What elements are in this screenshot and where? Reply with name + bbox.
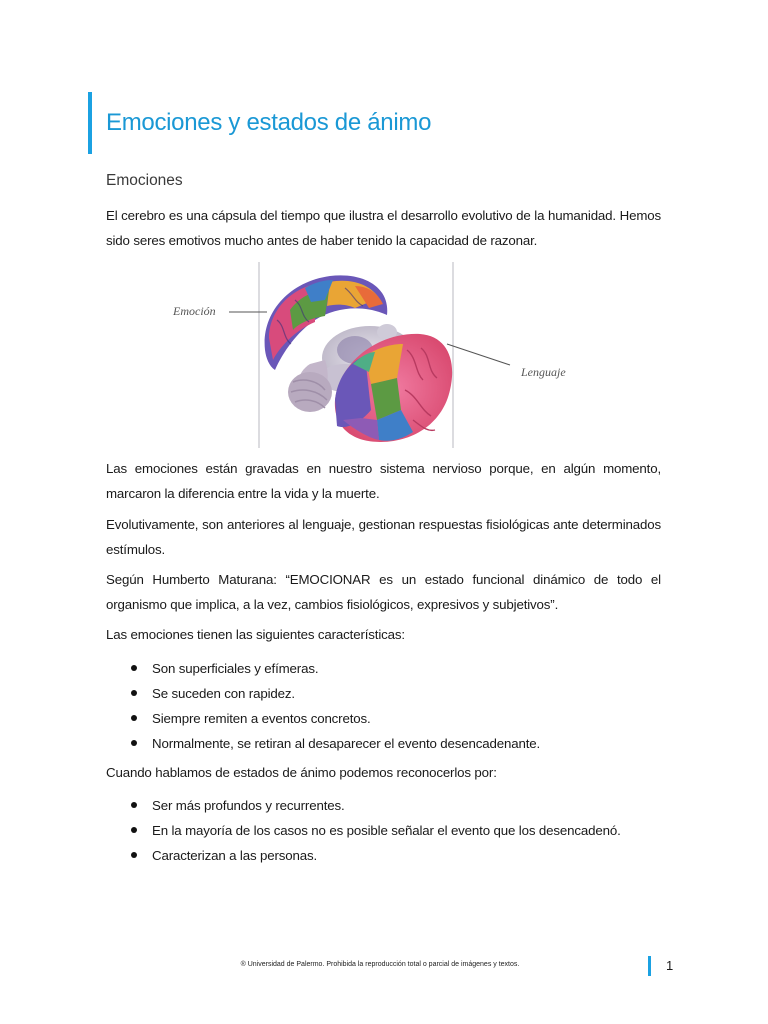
footer-copyright: ® Universidad de Palermo. Prohibida la reproducción total o parcial de imágenes y textos.	[240, 961, 520, 968]
paragraph-gravadas: Las emociones están gravadas en nuestro sistema nervioso porque, en algún momento, marcaron la diferencia entre la vida y la muerte.	[106, 461, 661, 501]
bullet-icon	[131, 740, 137, 746]
emociones-characteristics-list	[106, 656, 666, 756]
list-item-text: Caracterizan a las personas.	[152, 848, 318, 863]
bullet-icon	[131, 715, 137, 721]
paragraph-estados-de-animo: Cuando hablamos de estados de ánimo podemos reconocerlos por:	[106, 765, 497, 780]
list-item-text: Normalmente, se retiran al desaparecer el evento desencadenante.	[152, 736, 541, 751]
list-item-text: Son superficiales y efímeras.	[152, 661, 319, 676]
intro-paragraph: El cerebro es una cápsula del tiempo que ilustra el desarrollo evolutivo de la humanidad. Hemos sido seres emotivos mucho antes de haber tenido la capacidad de razonar.	[106, 208, 661, 248]
paragraph-evolutivamente: Evolutivamente, son anteriores al lenguaje, gestionan respuestas fisiológicas ante determinados estímulos.	[106, 517, 661, 557]
bullet-icon	[131, 690, 137, 696]
paragraph-caracteristicas: Las emociones tienen las siguientes características:	[106, 627, 405, 642]
title-accent-bar	[88, 92, 92, 154]
figure-label-lenguaje: Lenguaje	[521, 365, 566, 379]
page-number: 1	[666, 958, 674, 973]
bullet-icon	[131, 802, 137, 808]
list-item-text: Siempre remiten a eventos concretos.	[152, 711, 371, 726]
section-heading: Emociones	[106, 172, 183, 189]
list-item	[106, 793, 666, 818]
brain-diagram	[165, 260, 585, 450]
list-item-text: En la mayoría de los casos no es posible señalar el evento que los desencadenó.	[152, 823, 621, 838]
list-item-text: Ser más profundos y recurrentes.	[152, 798, 345, 813]
page-title: Emociones y estados de ánimo	[106, 109, 432, 136]
bullet-icon	[131, 827, 137, 833]
list-item	[106, 818, 666, 843]
bullet-icon	[131, 665, 137, 671]
bullet-icon	[131, 852, 137, 858]
estados-de-animo-list	[106, 793, 666, 868]
paragraph-maturana-quote: Según Humberto Maturana: “EMOCIONAR es un estado funcional dinámico de todo el organismo que implica, a la vez, cambios fisiológicos, expresivos y subjetivos”.	[106, 572, 661, 612]
list-item-text: Se suceden con rapidez.	[152, 686, 295, 701]
figure-label-emocion: Emoción	[173, 304, 216, 318]
list-item	[106, 706, 666, 731]
page-number-accent-bar	[648, 956, 651, 976]
list-item	[106, 731, 666, 756]
brain-illustration	[165, 260, 585, 450]
list-item	[106, 843, 666, 868]
list-item	[106, 656, 666, 681]
list-item	[106, 681, 666, 706]
